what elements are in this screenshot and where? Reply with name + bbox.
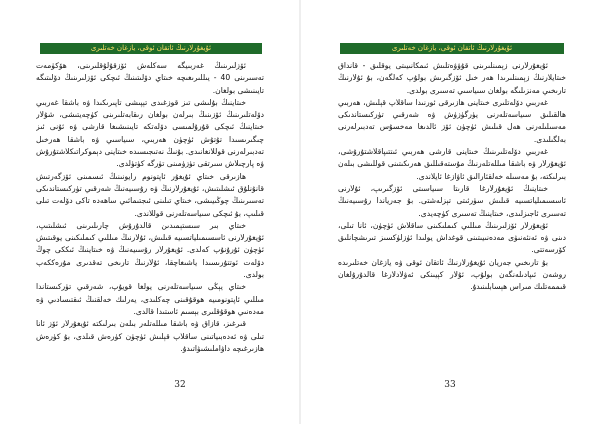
paragraph: بۇ تارىخىي جەريان ئۇيغۇرلارنىڭ ئاتقان ئوقى ۋە يازغان خەتلىرىدە روشەن ئىپادىلەنگەن بولۇپ، ئۇلار كېيىنكى ئەۋلادلارغا قالدۇرۇلغان قىممەتلىك مىراس ھېسابلىنىدۇ. [338, 257, 566, 292]
paragraph: خىتاينىڭ بۇلىشى تىز قوزغىدى تېپىشى تاپىرىكىدا ۋە باشقا غەربىي دۆلەتلىرىنىڭ ئۆزىنىڭ بىرلەن بولغان رىقابەتلىرىنى كۈچەيتىشى، شۇلار خىتاينىڭ ئىچكى قۇرۇلمىسى دۆلەتكە تايىنىشىغا قارشى ۋە ئۇنى ئىز چىگىرىسىدا تۇتۇش ئۈچۈن ھەربىي، سىياسىي ۋە باشقا ھەرخىل تەدبىرلەرنى قوللانغانىدى. بۇنىڭ نەتىجىسىدە خىتاينى دېموكراتىكلاشتۇرۇش ۋە پارچىلاش سىرتقى تۈزۈمىنى تۈرگە كۈتۈلدى. [36, 97, 264, 169]
paragraph: غەربىي دۆلەتلىرى خىتاينى ھازىرقى ئورنىدا ساقلاپ قېلىش، ھەربىي ھالقىلىق سىياسەتلەرنى يۈرگۈزۈش ۋە شەرقىي تۈركىستاندىكى مەسىلىلەرنى ھەل قىلىش ئۈچۈن ئۆز ئالدىغا مەخسۇس تەدبىرلەرنى بەلگىلىدى. [338, 97, 566, 144]
right-page-body [338, 60, 566, 380]
paragraph: خىتاينىڭ ئۇيغۇرلارغا قارىتا سىياسىتى ئۆزگىرىپ، ئۇلارنى ئاسسىمىلياتسىيە قىلىش سۈرئىتى تېزلەشتى. بۇ جەرياندا رۇسىيەنىڭ تەسىرى ئاجىزلىدى، خىتاينىڭ تەسىرى كۈچەيدى. [338, 183, 566, 218]
right-page-header: ئۇيغۇرلارنىڭ ئاتقان ئوقى، يازغان خەتلىرى [340, 43, 564, 54]
paragraph: ئۇيغۇرلار ئۆزلىرىنىڭ مىللىي كىملىكىنى ساقلاش ئۈچۈن، ئانا تىلى، دىنى ۋە ئەنئەنىۋى مەدەنىيىتىنى قوغداش يولىدا ئۈزلۈكسىز تىرىشچانلىق كۆرسەتتى. [338, 220, 566, 255]
left-page-header: ئۇيغۇرلارنىڭ ئاتقان ئوقى، يازغان خەتلىرى [40, 43, 262, 54]
paragraph: قىرغىز، قازاق ۋە باشقا مىللەتلەر بىلەن بىرلىكتە ئۇيغۇرلار ئۆز ئانا تىلى ۋە ئەدەبىياتىنى ساقلاپ قېلىش ئۈچۈن كۈرەش قىلدى، بۇ كۈرەش ھازىرغىچە داۋاملىشىۋاتىدۇ. [36, 319, 264, 353]
paragraph: ھازىرقى خىتاي ئۇيغۇر ئاپتونوم رايونىنىڭ ئىسمىنى ئۆزگەرتىش قانۇنلۇق ئىشلىتىش، ئۇيغۇرلارنىڭ ۋە رۇسىيەنىڭ شەرقىي تۈركىستاندىكى تەسىرىنىڭ چوڭىيىشى، خىتاي تىلىنى ئىجتىمائىي ساھەدە تاكى دۆلەت تىلى قىلىپ، بۇ ئىچكى سىياسەتلەرنى قوللاندى. [36, 171, 264, 218]
paragraph: ئۇيغۇرلارنى زېمىنلىرىنى قۇۋۋەتلىش ئىمكانىيىتى يوقلىق - قانداق خىتايلارنىڭ زېمىنلىرىدا ھەر خىل ئۆزگىرىش بولۇپ كەلگەن، بۇ ئۇلارنىڭ تارىخىي مەنزىلىگە بولغان سىياسىي تەسىرى بولدى. [338, 61, 566, 95]
paragraph: خىتاي يېڭى سىياسەتلەرنى يولغا قويۇپ، شەرقىي تۈركىستاندا مىللىي ئاپتونومىيە ھوقۇقىنى چەكلىدى، يەرلىك خەلقنىڭ ئىقتىسادىي ۋە مەدەنىي ھوقۇقلىرى بېسىم ئاستىدا قالدى. [36, 282, 264, 316]
left-page-body [36, 60, 264, 380]
paragraph: غەربىي دۆلەتلىرىنىڭ خىتاينى قارشى ھەربىي ئىتتىپاقلاشتۇرۇشى، ئۇيغۇرلار ۋە باشقا مىللەتلەرنىڭ مۇستەقىللىق ھەرىكىتىنى قوللىشى بىلەن بىرلىكتە، بۇ مەسىلە خەلقئارالىق ئاۋازغا ئايلاندى. [338, 147, 566, 181]
paragraph: ئۆزلىرىنىڭ غەربىيگە سەكلەش ئۆزقۇلۇقلىرىنى، ھۆكۈمەت تەسىرىنى 40 - يىللىرىغىچە خىتاي دۆلىتىنىڭ ئىچكى ئۆزلىرىنىڭ دۆلىتىگە تايىنىشى بولغان. [36, 61, 264, 95]
paragraph: خىتاي بىر سىستېمىدىن قالدۇرۇش چارىلىرىنى ئىشلىتىپ، ئۇيغۇرلارنى ئاسسىمىلياتسىيە قىلىش، ئۇلارنىڭ مىللىي كىملىكىنى يوقىتىش ئۈچۈن ئۇرۇنۇپ كەلدى. ئۇيغۇرلار رۇسىيەنىڭ ۋە خىتاينىڭ ئىككى چوڭ دۆلەت ئوتتۇرىسىدا ياشىغاچقا، ئۇلارنىڭ تارىخى تەقدىرى مۇرەككەپ بولدى. [36, 220, 264, 280]
right-page-number: 33 [444, 380, 456, 390]
left-page-number: 32 [174, 380, 186, 390]
right-page [300, 0, 600, 424]
